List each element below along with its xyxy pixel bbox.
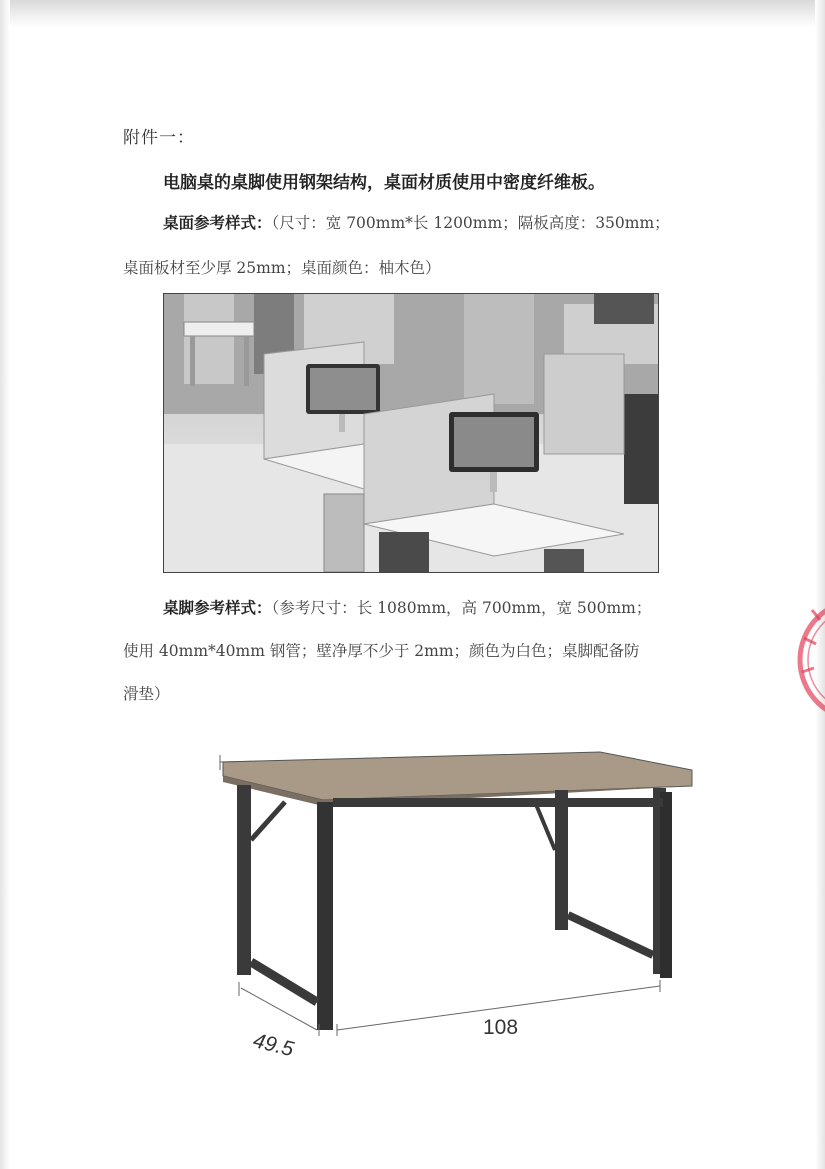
tabletop xyxy=(223,752,692,800)
dimension-length-label: 108 xyxy=(483,1016,519,1039)
desk-spec-text: （尺寸：宽 700mm*长 1200mm；隔板高度：350mm； xyxy=(271,214,670,232)
legs-spec-label: 桌脚参考样式： xyxy=(163,598,272,617)
intro-paragraph: 电脑桌的桌脚使用钢架结构，桌面材质使用中密度纤维板。 xyxy=(163,173,605,193)
desk-spec-line-1 xyxy=(163,211,670,233)
legs-spec-line-2: 使用 40mm*40mm 钢管；壁净厚不少于 2mm；颜色为白色；桌脚配备防 xyxy=(123,642,640,660)
legs-spec-line-3: 滑垫） xyxy=(123,685,170,703)
table-frame-drawing xyxy=(205,740,705,1070)
desk-reference-photo xyxy=(163,293,659,573)
desk-spec-label: 桌面参考样式： xyxy=(163,213,272,232)
legs-spec-line-1 xyxy=(163,596,651,618)
dimension-width-label: 49.5 xyxy=(250,1029,296,1062)
attachment-heading: 附件一： xyxy=(123,128,195,148)
red-seal-stamp xyxy=(790,580,825,740)
scan-top-shadow xyxy=(0,0,825,28)
legs-spec-text: （参考尺寸：长 1080mm，高 700mm，宽 500mm； xyxy=(271,599,652,617)
desk-spec-line-2: 桌面板材至少厚 25mm；桌面颜色：柚木色） xyxy=(123,259,441,277)
scan-left-edge xyxy=(0,0,10,1169)
